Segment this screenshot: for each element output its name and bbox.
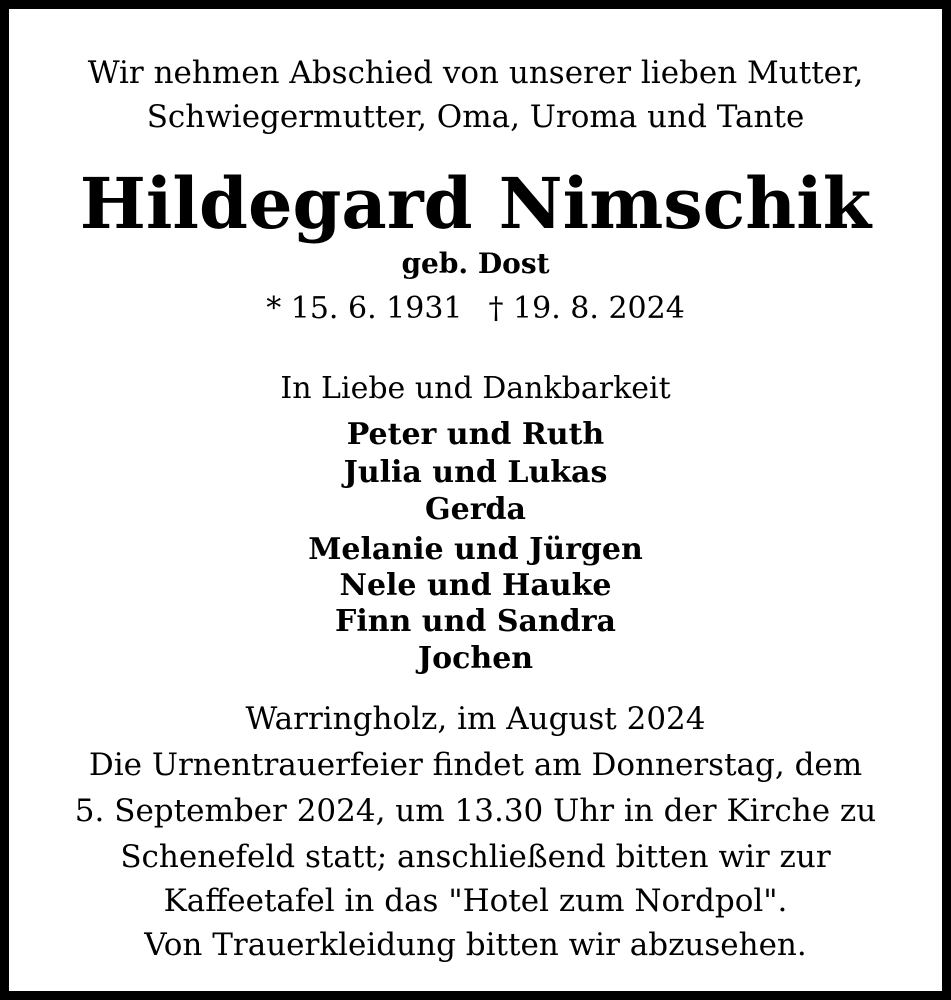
place-date: Warringholz, im August 2024 (245, 701, 706, 737)
family-member: Jochen (417, 641, 534, 676)
family-member: Finn und Sandra (335, 604, 616, 639)
service-line-5: Von Trauerkleidung bitten wir abzusehen. (144, 927, 807, 963)
deceased-last-name: Nimschik (498, 162, 872, 245)
deceased-name (9, 162, 942, 245)
maiden-name: geb. Dost (401, 247, 550, 280)
service-line-1: Die Urnentrauerfeier findet am Donnerstag, dem (88, 747, 863, 783)
service-line-3: Schenefeld statt; anschließend bitten wir zur (120, 839, 831, 875)
intro-line-1: Wir nehmen Abschied von unserer lieben Mutter, (87, 55, 864, 91)
family-member: Gerda (425, 492, 526, 527)
family-member: Julia und Lukas (343, 455, 608, 490)
birth-date: * 15. 6. 1931 (266, 291, 463, 326)
service-line-2: 5. September 2024, um 13.30 Uhr in der Kirche zu (74, 793, 877, 829)
death-date: † 19. 8. 2024 (488, 291, 685, 326)
service-line-4: Kaffeetafel in das "Hotel zum Nordpol". (163, 883, 788, 919)
family-member: Melanie und Jürgen (308, 532, 643, 567)
life-dates (9, 291, 942, 326)
family-member: Nele und Hauke (339, 568, 612, 603)
deceased-first-name: Hildegard (79, 162, 473, 245)
intro-line-2: Schwiegermutter, Oma, Uroma und Tante (146, 99, 805, 135)
dedication: In Liebe und Dankbarkeit (280, 371, 671, 406)
family-member: Peter und Ruth (346, 417, 605, 452)
